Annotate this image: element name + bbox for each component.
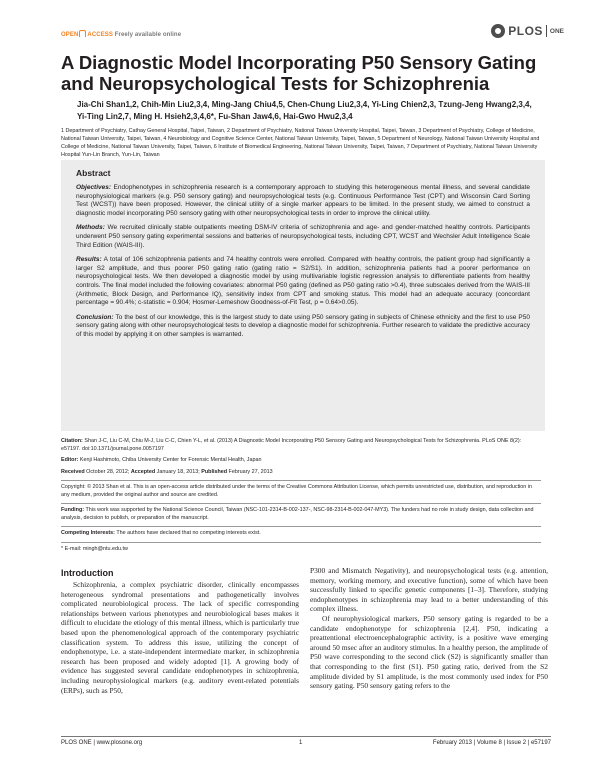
- dates: [61, 469, 541, 477]
- results-label: Results:: [76, 256, 102, 264]
- results-text: A total of 106 schizophrenia patients and 74 healthy controls were enrolled. Compared with healthy controls, the patient group had significantly a larger S2 amplitude, and thus poorer P50 gating ratio (gating ratio = S2/S1). In addition, schizophrenia patients had a poorer performance on neuropsychological tests. We then developed a diagnostic model by using multivariable logistic regression analysis to differentiate patients from healthy controls. The final model included the following covariates: abnormal P50 gating (defined as P50 gating ratio >0.4), three subscales derived from the WAIS-III (Arithmetic, Block Design, and Performance IQ), sensitivity index from CPT and smoking status. This model had an adequate accuracy (concordant percentage = 90.4%; c-statistic = 0.904; Hosmer-Lemeshow Goodness-of-Fit Test, p = 0.64>0.05).: [76, 256, 530, 307]
- received-label: Received: [61, 468, 85, 475]
- meta-divider: [61, 526, 541, 527]
- footer-issue: February 2013 | Volume 8 | Issue 2 | e57197: [432, 740, 551, 746]
- competing-text: The authors have declared that no competing interests exist.: [114, 530, 261, 536]
- abstract-heading: Abstract: [76, 168, 111, 178]
- footer-page-number: 1: [299, 740, 303, 746]
- freely-available-label: Freely available online: [114, 32, 182, 38]
- meta-divider: [61, 480, 541, 481]
- editor-label: Editor:: [61, 457, 79, 463]
- logo-divider: [546, 25, 547, 37]
- logo-one: ONE: [549, 27, 564, 35]
- abstract-results: [76, 256, 530, 308]
- open-access-banner: [61, 30, 181, 38]
- objectives-text: Endophenotypes in schizophrenia research is a contemporary approach to studying this heterogeneous mental illness, and several candidate neurophysiological markers (e.g. P50 sensory gating) and neuropsychological tests (e.g. Continuous Performance Test (CPT) and Wisconsin Card Sorting Test (WCST)) have been proposed. However, the clinical utility of a single marker appears to be limited. In the present study, we aimed to construct a diagnostic model incorporating P50 sensory gating with other neuropsychological tests in order to improve the clinical utility.: [76, 184, 530, 217]
- published-label: Published: [201, 468, 228, 475]
- methods-label: Methods:: [76, 224, 105, 232]
- funding-text: This work was supported by the National Science Council, Taiwan (NSC-101-2314-B-002-137-, NSC-98-2314-B-002-047-MY3). The funders had no role in study design, data collection and analysis, decision to publish, or preparation of the manuscript.: [61, 507, 534, 521]
- accepted-label: Accepted: [130, 468, 156, 475]
- intro-paragraph-1-cont: P300 and Mismatch Negativity), and neuropsychological tests (e.g. attention, memory, working memory, and executive function), some of which have been successfully linked to specific genetic components [1–3]. Therefore, studying endophenotypes in schizophrenia may lead to a better understanding of this complex illness.: [310, 566, 548, 614]
- meta-divider: [61, 503, 541, 504]
- meta-divider: [61, 542, 541, 543]
- abstract-box: [61, 160, 545, 431]
- page-footer: [61, 736, 551, 746]
- article-metadata: [61, 438, 541, 557]
- editor-text: Kenji Hashimoto, Chiba University Center for Forensic Mental Health, Japan: [78, 457, 262, 463]
- article-title: A Diagnostic Model Incorporating P50 Sensory Gating and Neuropsychological Tests for Schizophrenia: [61, 52, 537, 94]
- competing-interests: [61, 530, 541, 538]
- footer-journal[interactable]: PLOS ONE | www.plosone.org: [61, 740, 143, 746]
- conclusion-label: Conclusion:: [76, 313, 114, 321]
- plos-logo-icon: [491, 24, 505, 38]
- plos-one-logo[interactable]: [491, 24, 564, 38]
- body-column-right: [310, 566, 548, 691]
- open-access-lock-icon: [79, 30, 86, 37]
- funding-label: Funding:: [61, 507, 85, 513]
- access-label: ACCESS: [87, 32, 114, 38]
- open-label: OPEN: [61, 32, 79, 38]
- competing-label: Competing Interests:: [61, 530, 115, 536]
- intro-paragraph-1: Schizophrenia, a complex psychiatric disorder, clinically encompasses heterogeneous syndromal presentations and pathogenetically involves complicated neurobiological process. The lack of specific corresponding relationships between various phenotypes and neurobiological bases makes it difficult to elucidate the etiology of this mental illness, which is particularly true based upon the phenomenological approach of the contemporary psychiatric classification system. To address this issue, utilizing the concept of endophenotype, i.e. a state-independent intermediate marker, in schizophrenia research has been proposed and widely adopted [1]. A growing body of evidence has suggested several candidate endophenotypes in schizophrenia, including neurophysiological markers (e.g. auditory event-related potentials (ERPs), such as P50,: [61, 580, 299, 695]
- logo-text: PLOS: [508, 24, 543, 38]
- abstract-methods: [76, 224, 530, 250]
- abstract-conclusion: [76, 314, 530, 340]
- citation-text: Shan J-C, Liu C-M, Chiu M-J, Liu C-C, Chien Y-L, et al. (2013) A Diagnostic Model Incorporating P50 Sensory Gating and Neuropsychological Tests for Schizophrenia. PLoS ONE 8(2): e57197. doi:10.1371/journal.pone.0057197: [61, 438, 522, 452]
- introduction-heading: Introduction: [61, 568, 114, 578]
- citation-label: Citation:: [61, 438, 83, 444]
- objectives-label: Objectives:: [76, 184, 112, 191]
- methods-text: We recruited clinically stable outpatients meeting DSM-IV criteria of schizophrenia and age- and gender-matched healthy controls. Participants underwent P50 sensory gating experimental sessions and batteries of neuropsychological tests, including CPT, WCST and Wechsler Adult Intelligence Scale Third Edition (WAIS-III).: [76, 224, 530, 249]
- accepted-date: January 18, 2013;: [155, 468, 202, 475]
- abstract-objectives: [76, 184, 530, 218]
- conclusion-text: To the best of our knowledge, this is the largest study to date using P50 sensory gating in subjects of Chinese ethnicity and the first to use P50 sensory gating along with other neuropsychological tests to develop a diagnostic model for schizophrenia. Further research to validate the predictive accuracy of this model by applying it on other samples is warranted.: [76, 313, 530, 338]
- copyright: Copyright: © 2013 Shan et al. This is an open-access article distributed under the terms of the Creative Commons Attribution License, which permits unrestricted use, distribution, and reproduction in any medium, provided the original author and source are credited.: [61, 484, 533, 498]
- received-date: October 28, 2012;: [84, 468, 131, 475]
- affiliations: 1 Department of Psychiatry, Cathay General Hospital, Taipei, Taiwan, 2 Department of Psychiatry, National Taiwan University Hospital, Taipei, Taiwan, 3 Department of Psychiatry, College of Medicine, National Taiwan University, Taipei, Taiwan, 4 Neurobiology and Cognitive Science Center, National Taiwan University, Taipei, Taiwan, 5 Department of Neurology, National Taiwan University Hospital and College of Medicine, National Taiwan University, Taipei, Taiwan, 6 Institute of Biomedical Engineering, National Taiwan University, Taipei, Taiwan, 7 Department of Psychiatry, National Taiwan University Hospital Yun-Lin Branch, Yun-Lin, Taiwan: [61, 128, 540, 158]
- funding: [61, 507, 541, 522]
- editor: [61, 457, 541, 465]
- corresponding-email[interactable]: * E-mail: mingh@ntu.edu.tw: [61, 545, 128, 552]
- published-date: February 27, 2013: [227, 468, 273, 475]
- body-column-left: [61, 580, 299, 695]
- intro-paragraph-2: Of neurophysiological markers, P50 sensory gating is regarded to be a candidate endophenotype for schizophrenia [2,4]. P50, indicating a preattentional electroencephalographic activity, is a positive wave emerging around 50 msec after an auditory stimulus. In a healthy person, the amplitude of P50 wave corresponding to the second click (S2) is significantly smaller than that corresponding to the first (S1). P50 gating ratio, derived from the S2 amplitude divided by S1 amplitude, is the most commonly used index for P50 sensory gating. P50 sensory gating refers to the: [310, 613, 548, 691]
- author-list: Jia-Chi Shan1,2, Chih-Min Liu2,3,4, Ming-Jang Chiu4,5, Chen-Chung Liu2,3,4, Yi-Ling Chien2,3, Tzung-Jeng Hwang2,3,4, Yi-Ting Lin2,7, Ming H. Hsieh2,3,4,6*, Fu-Shan Jaw4,6, Hai-Gwo Hwu2,3,4: [77, 100, 532, 121]
- citation: [61, 438, 541, 453]
